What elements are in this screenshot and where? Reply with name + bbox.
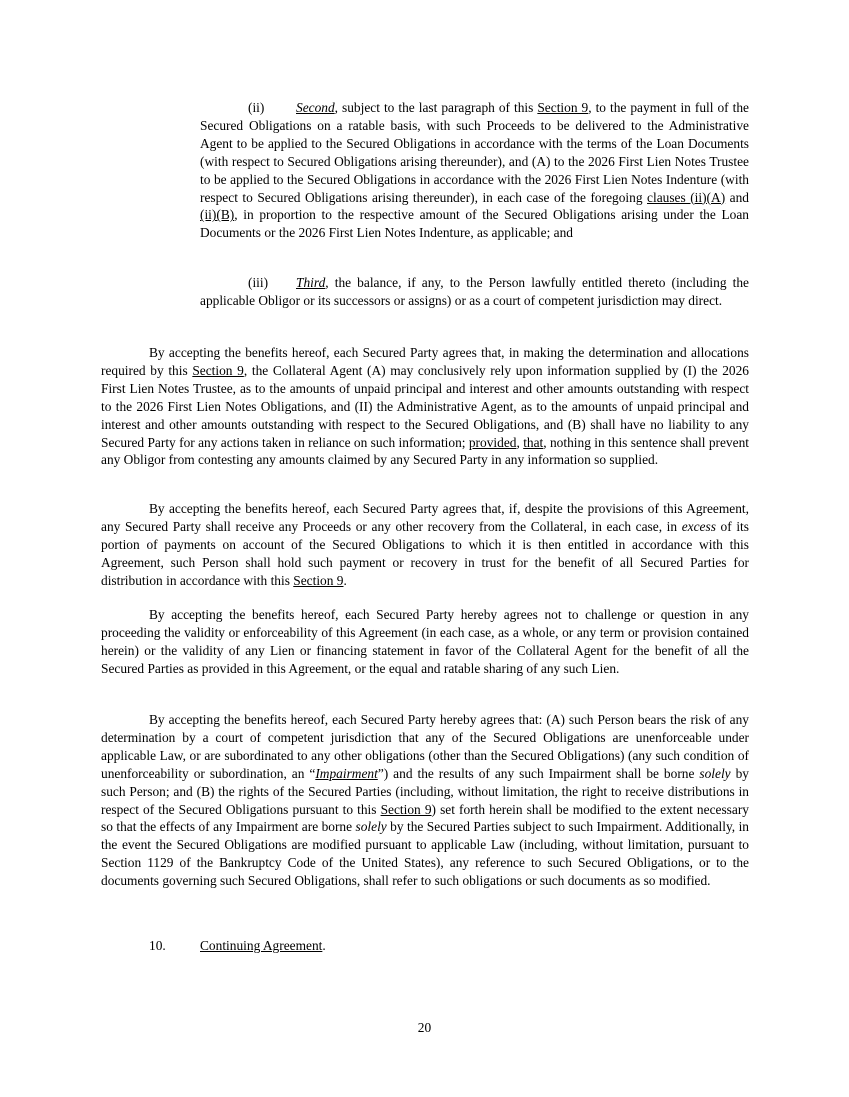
provided-term: provided	[468, 434, 517, 450]
clause-ii	[200, 99, 749, 242]
para2-text-1: By accepting the benefits hereof, each Secured Party agrees that, if, despite the provisions of this Agreement, any Secured Party shall receive any Proceeds or any other recovery from the Collateral, in each case, in	[101, 501, 749, 534]
clause-iia-reference: clauses (ii)(A)	[647, 189, 726, 205]
clause-ii-text-4: , in proportion to the respective amount of the Secured Obligations arising under the Loan Documents or the 2026 First Lien Notes Indenture, as applicable; and	[200, 207, 749, 241]
excess-emphasis: excess	[681, 518, 716, 534]
para1-text-3: ,	[516, 434, 524, 450]
clause-iii-text-1: , the balance, if any, to the Person lawfully entitled thereto (including the applicable Obligor or its successors or assigns) or as a court of competent jurisdiction may direct.	[200, 275, 749, 308]
clause-ii-number: (ii)	[248, 100, 265, 115]
section-9-reference: Section 9	[537, 100, 589, 115]
section-9-reference: Section 9	[380, 801, 432, 817]
clause-iib-reference: (ii)(B)	[200, 207, 235, 223]
paragraph-impairment	[101, 711, 749, 890]
para4-text-3: by such Person; and (B) the rights of the Secured Parties (including, without limitation, the right to receive distributions in respect of the Secured Obligations pursuant to this	[101, 765, 749, 817]
para3-text-1: By accepting the benefits hereof, each Secured Party hereby agrees not to challenge or question in any proceeding the validity or enforceability of this Agreement (in each case, as a whole, or any term or provision contained herein) or the validity of any Lien or financing statement in favor of the Collateral Agent for the benefit of all the Secured Parties as provided in this Agreement, or the equal and ratable sharing of any such Lien.	[101, 607, 749, 676]
para4-text-1: By accepting the benefits hereof, each Secured Party hereby agrees that: (A) such Person bears the risk of any determination by a court of competent jurisdiction that any of the Secured Obligations are unenforceable under applicable Law, or are subordinated to any other obligations (other than the Secured Obligations) (any such condition of unenforceability or subordination, an “	[101, 712, 749, 781]
section-10-period: .	[322, 938, 326, 953]
solely-emphasis: solely	[355, 819, 387, 835]
clause-ii-text-2: , to the payment in full of the Secured Obligations on a ratable basis, with such Proceeds to be delivered to the Administrative Agent to be applied to the Secured Obligations in accordance with the terms of the Loan Documents (with respect to Secured Obligations arising thereunder), and (A) to the 2026 First Lien Notes Trustee to be applied to the Secured Obligations in accordance with the 2026 First Lien Notes Indenture (with respect to Secured Obligations arising thereunder), in each case of the foregoing	[200, 100, 749, 205]
para1-text-4: , nothing in this sentence shall prevent any Obligor from contesting any amounts claimed by any Secured Party in any information so supplied.	[101, 434, 749, 468]
section-10-title: Continuing Agreement	[200, 938, 323, 953]
solely-emphasis: solely	[699, 765, 731, 781]
page-number: 20	[417, 1020, 432, 1035]
section-9-reference: Section 9	[293, 572, 344, 588]
clause-iii-lead: Third	[296, 275, 326, 290]
clause-iii	[200, 274, 749, 310]
para1-text-1: By accepting the benefits hereof, each Secured Party agrees that, in making the determination and allocations required by this	[101, 345, 749, 378]
that-term: that	[523, 434, 544, 450]
para2-text-2: of its portion of payments on account of the Secured Obligations to which it is then entitled in accordance with this Agreement, such Person shall hold such payment or recovery in trust for the benefit of all Secured Parties for distribution in accordance with this	[101, 518, 749, 588]
section-10-number: 10.	[149, 938, 166, 953]
section-10-heading	[149, 937, 326, 955]
para4-text-2: ”) and the results of any such Impairment shall be borne	[377, 765, 700, 781]
para4-text-5: by the Secured Parties subject to such Impairment. Additionally, in the event the Secured Obligations are modified pursuant to applicable Law (including, without limitation, pursuant to Section 1129 of the Bankruptcy Code of the United States), any reference to such Secured Obligations, or to the documents governing such Secured Obligations, shall refer to such obligations or such documents as so modified.	[101, 819, 749, 889]
paragraph-excess	[101, 500, 749, 590]
clause-ii-text-1: , subject to the last paragraph of this	[334, 100, 538, 115]
clause-iii-number: (iii)	[248, 275, 269, 290]
para2-text-3: .	[343, 572, 347, 588]
clause-ii-lead: Second	[296, 100, 335, 115]
paragraph-reliance	[101, 344, 749, 469]
clause-ii-text-3: and	[725, 189, 749, 205]
paragraph-validity	[101, 606, 749, 678]
impairment-definition: Impairment	[315, 765, 378, 781]
section-9-reference: Section 9	[192, 362, 244, 378]
para4-text-4: ) set forth herein shall be modified to the extent necessary so that the effects of any Impairment are borne	[101, 801, 749, 835]
para1-text-2: , the Collateral Agent (A) may conclusively rely upon information supplied by (I) the 2026 First Lien Notes Trustee, as to the amounts of unpaid principal and interest and other amounts outstanding with respect to the 2026 First Lien Notes Obligations, and (II) the Administrative Agent, as to the amounts of unpaid principal and interest and other amounts outstanding with respect to the Secured Obligations, and (B) shall have no liability to any Secured Party for any actions taken in reliance on such information;	[101, 362, 749, 450]
